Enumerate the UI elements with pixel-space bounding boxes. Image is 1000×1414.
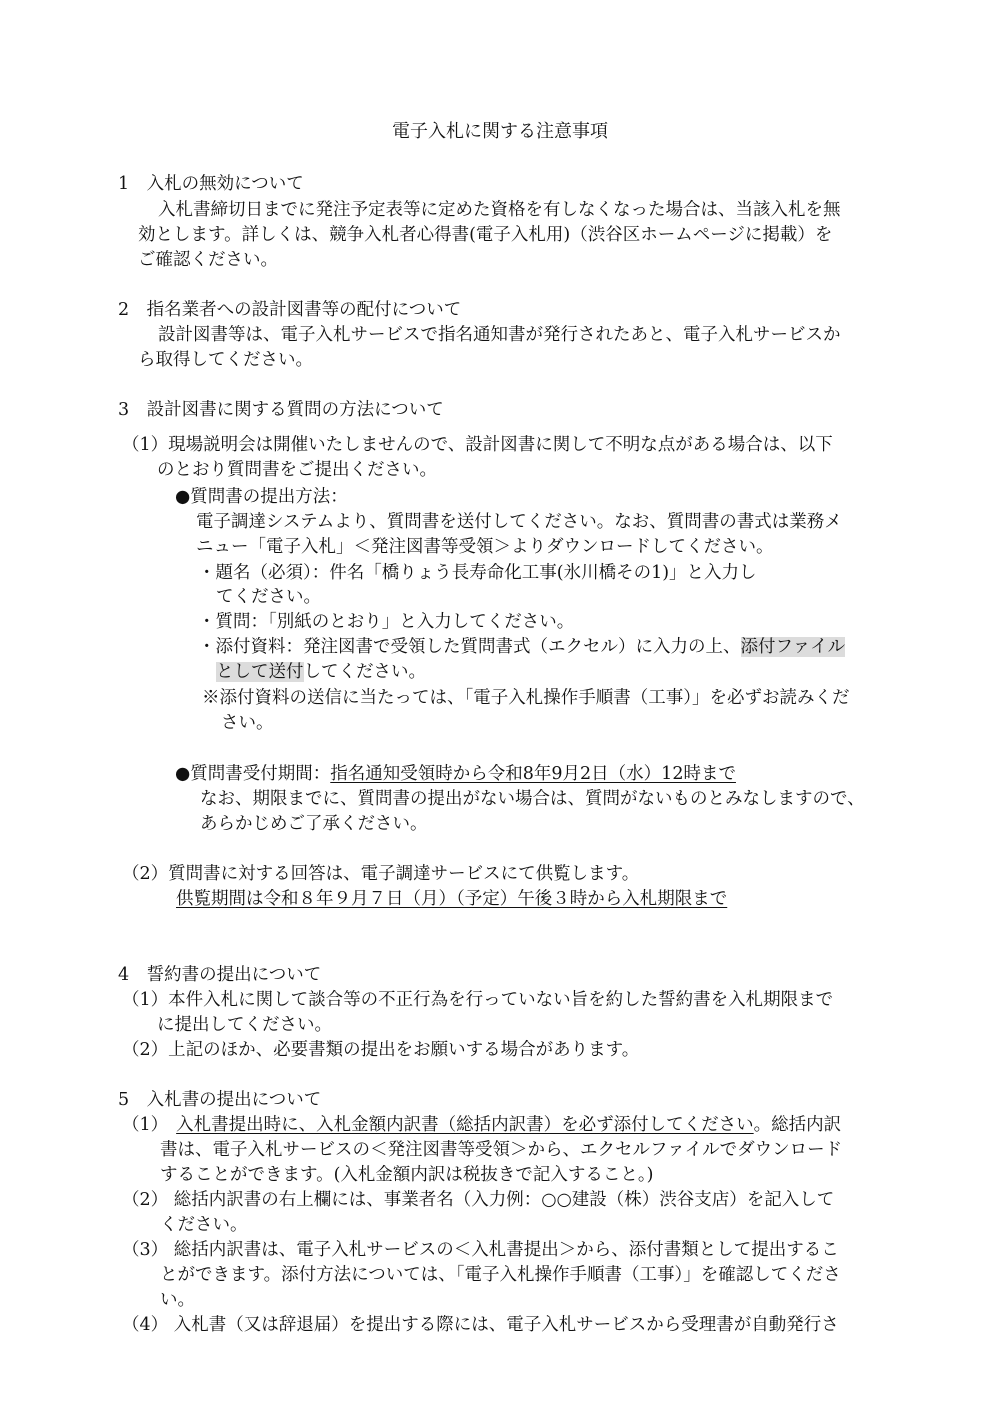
submission-method-text: 電子調達システムより、質問書を送付してください。なお、質問書の書式は業務メ: [196, 512, 842, 532]
item-number: （1）: [122, 1115, 169, 1135]
attachment-instruction: [216, 660, 426, 684]
section-5-item-3: とができます。添付方法については、「電子入札操作手順書（工事）」を確認してくださ: [160, 1265, 841, 1285]
section-4-item-2: （2）上記のほか、必要書類の提出をお願いする場合があります。: [122, 1040, 640, 1060]
viewing-period: 供覧期間は令和８年９月７日（月）（予定）午後３時から入札期限まで: [176, 889, 728, 909]
section-5-item-3: （3） 総括内訳書は、電子入札サービスの＜入札書提出＞から、添付書類として提出するこ: [122, 1240, 839, 1260]
section-2-text: ら取得してください。: [138, 350, 313, 370]
section-4-heading: 4 誓約書の提出について: [118, 965, 322, 985]
acceptance-period-value: 指名通知受領時から令和8年9月2日（水）12時まで: [330, 764, 736, 784]
page-title: 電子入札に関する注意事項: [392, 121, 608, 142]
section-1-text: 入札書締切日までに発注予定表等に定めた資格を有しなくなった場合は、当該入札を無: [158, 200, 841, 220]
attachment-instruction: [198, 635, 845, 659]
section-4-item-1: （1）本件入札に関して談合等の不正行為を行っていない旨を約した誓約書を入札期限まで: [122, 990, 834, 1010]
acceptance-period: [175, 762, 736, 786]
section-4-item-1: に提出してください。: [157, 1015, 332, 1035]
section-5-item-4: （4） 入札書（又は辞退届）を提出する際には、電子入札サービスから受理書が自動発行さ: [122, 1315, 839, 1335]
underlined-requirement: 入札書提出時に、入札金額内訳書（総括内訳書）を必ず添付してください: [176, 1115, 754, 1135]
section-1-text: ご確認ください。: [138, 250, 278, 270]
section-5-item-1: [122, 1113, 841, 1137]
section-3-item-2: （2）質問書に対する回答は、電子調達サービスにて供覧します。: [122, 864, 640, 884]
attachment-note: ※添付資料の送信に当たっては、「電子入札操作手順書（工事）」を必ずお読みくだ: [202, 688, 850, 708]
acceptance-period-note: あらかじめご了承ください。: [200, 814, 428, 834]
attachment-text: してください。: [303, 662, 426, 682]
section-1-heading: 1 入札の無効について: [118, 174, 304, 194]
section-5-item-1-text: 。総括内訳: [753, 1115, 842, 1135]
question-instruction: ・質問：「別紙のとおり」と入力してください。: [198, 612, 575, 632]
section-2-heading: 2 指名業者への設計図書等の配付について: [118, 300, 462, 320]
submission-method-text: ニュー「電子入札」＜発注図書等受領＞よりダウンロードしてください。: [196, 537, 774, 557]
highlighted-text: として送付: [216, 662, 304, 682]
acceptance-period-note: なお、期限までに、質問書の提出がない場合は、質問がないものとみなしますので、: [200, 789, 865, 809]
submission-method-heading: ●質問書の提出方法：: [175, 487, 348, 507]
section-5-item-3: い。: [160, 1290, 195, 1310]
section-5-item-2: （2） 総括内訳書の右上欄には、事業者名（入力例：○○建設（株）渋谷支店）を記入して: [122, 1190, 835, 1210]
acceptance-period-label: ●質問書受付期間：: [175, 764, 331, 784]
section-5-item-1: することができます。(入札金額内訳は税抜きで記入すること。): [160, 1165, 654, 1185]
section-3-item-1: （1）現場説明会は開催いたしませんので、設計図書に関して不明な点がある場合は、以下: [122, 435, 833, 455]
subject-instruction: てください。: [216, 587, 321, 607]
attachment-note: さい。: [221, 713, 274, 733]
highlighted-text: 添付ファイル: [740, 637, 846, 657]
attachment-text: ・添付資料：発注図書で受領した質問書式（エクセル）に入力の上、: [198, 637, 741, 657]
section-5-heading: 5 入札書の提出について: [118, 1090, 322, 1110]
section-3-item-1: のとおり質問書をご提出ください。: [157, 460, 437, 480]
section-5-item-2: ください。: [160, 1215, 248, 1235]
section-1-text: 効とします。詳しくは、競争入札者心得書(電子入札用)（渋谷区ホームページに掲載）を: [138, 225, 833, 245]
section-3-heading: 3 設計図書に関する質問の方法について: [118, 400, 444, 420]
subject-instruction: ・題名（必須）：件名「橋りょう長寿命化工事(氷川橋その1)」と入力し: [198, 563, 757, 583]
section-5-item-1: 書は、電子入札サービスの＜発注図書等受領＞から、エクセルファイルでダウンロード: [160, 1140, 843, 1160]
section-2-text: 設計図書等は、電子入札サービスで指名通知書が発行されたあと、電子入札サービスか: [158, 325, 841, 345]
